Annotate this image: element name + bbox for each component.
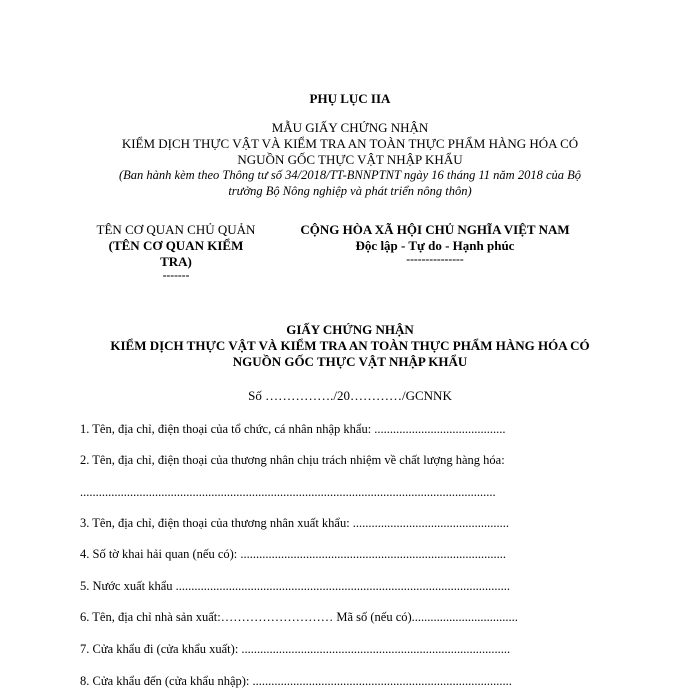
- national-motto: Độc lập - Tự do - Hạnh phúc: [355, 238, 515, 253]
- field-entry-border-gate: 8. Cửa khẩu đến (cửa khẩu nhập): ...................................................................................: [80, 674, 512, 688]
- field-responsible-trader-continued: .....................................................................................................................................: [80, 485, 496, 499]
- field-exporter: 3. Tên, địa chỉ, điện thoại của thương nhân xuất khẩu: ..................................................: [80, 516, 510, 530]
- certificate-subject-line1: KIỂM DỊCH THỰC VẬT VÀ KIỂM TRA AN TOÀN THỰC PHẨM HÀNG HÓA CÓ: [110, 338, 590, 353]
- field-exit-border-gate: 7. Cửa khẩu đi (cửa khẩu xuất): ......................................................................................: [80, 642, 511, 656]
- field-export-country: 5. Nước xuất khẩu ...........................................................................................................: [80, 579, 511, 593]
- field-importer: 1. Tên, địa chỉ, điện thoại của tổ chức, cá nhân nhập khẩu: ..........................................: [80, 422, 506, 436]
- inspection-agency-line1: (TÊN CƠ QUAN KIỂM: [108, 238, 244, 253]
- appendix-title: PHỤ LỤC IIA: [309, 91, 391, 106]
- certificate-subject-line2: NGUỒN GỐC THỰC VẬT NHẬP KHẨU: [232, 354, 468, 369]
- national-divider: ---------------: [406, 254, 464, 266]
- field-customs-declaration: 4. Số tờ khai hải quan (nếu có): .....................................................................................: [80, 547, 507, 561]
- national-name: CỘNG HÒA XÃ HỘI CHỦ NGHĨA VIỆT NAM: [300, 222, 570, 237]
- sample-title: MẪU GIẤY CHỨNG NHẬN: [271, 120, 429, 135]
- certificate-title: GIẤY CHỨNG NHẬN: [286, 322, 414, 337]
- header-subject-line1: KIỂM DỊCH THỰC VẬT VÀ KIỂM TRA AN TOÀN THỰC PHẨM HÀNG HÓA CÓ: [121, 136, 579, 151]
- agency-divider: -------: [162, 270, 190, 282]
- field-manufacturer: 6. Tên, địa chỉ nhà sản xuất:……………………… Mã số (nếu có)..................................: [80, 610, 518, 624]
- issued-by-line2: trưởng Bộ Nông nghiệp và phát triển nông thôn): [228, 184, 472, 198]
- agency-name: TÊN CƠ QUAN CHỦ QUẢN: [96, 222, 256, 237]
- certificate-number: Số ……………./20…………/GCNNK: [248, 388, 452, 403]
- issued-by-line1: (Ban hành kèm theo Thông tư số 34/2018/TT-BNNPTNT ngày 16 tháng 11 năm 2018 của Bộ: [118, 168, 582, 182]
- field-responsible-trader: 2. Tên, địa chỉ, điện thoại của thương nhân chịu trách nhiệm về chất lượng hàng hóa:: [80, 453, 505, 467]
- inspection-agency-line2: TRA): [160, 254, 192, 269]
- header-subject-line2: NGUỒN GỐC THỰC VẬT NHẬP KHẨU: [237, 152, 463, 167]
